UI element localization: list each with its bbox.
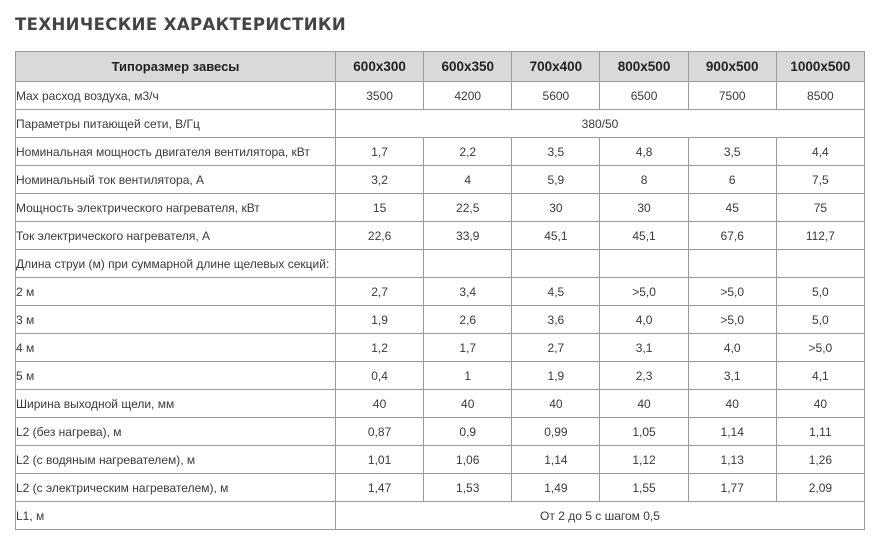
row-label: L2 (с электрическим нагревателем), м (16, 474, 336, 502)
table-row (16, 362, 865, 390)
header-size: 700x400 (512, 52, 600, 82)
value-cell: >5,0 (688, 306, 776, 334)
value-cell: 45 (688, 194, 776, 222)
value-cell: 45,1 (512, 222, 600, 250)
value-cell: 1,7 (424, 334, 512, 362)
value-cell: 2,3 (600, 362, 688, 390)
value-cell (424, 250, 512, 278)
value-cell: 40 (336, 390, 424, 418)
value-cell: 1,47 (336, 474, 424, 502)
value-cell: 1,9 (336, 306, 424, 334)
value-cell: 5,0 (776, 278, 864, 306)
merged-value-cell: От 2 до 5 с шагом 0,5 (336, 502, 865, 530)
value-cell: 67,6 (688, 222, 776, 250)
row-label: 5 м (16, 362, 336, 390)
header-size: 800x500 (600, 52, 688, 82)
row-label: 4 м (16, 334, 336, 362)
value-cell: 3500 (336, 82, 424, 110)
table-row (16, 194, 865, 222)
value-cell: 0,4 (336, 362, 424, 390)
value-cell: 33,9 (424, 222, 512, 250)
value-cell: 40 (776, 390, 864, 418)
value-cell: >5,0 (600, 278, 688, 306)
value-cell: 1,55 (600, 474, 688, 502)
value-cell: 4200 (424, 82, 512, 110)
table-row (16, 446, 865, 474)
value-cell: 5,9 (512, 166, 600, 194)
value-cell: 75 (776, 194, 864, 222)
table-row (16, 110, 865, 138)
table-row (16, 474, 865, 502)
row-label: L2 (без нагрева), м (16, 418, 336, 446)
value-cell: 3,5 (688, 138, 776, 166)
row-label: L1, м (16, 502, 336, 530)
table-row (16, 418, 865, 446)
value-cell: 2,7 (512, 334, 600, 362)
table-row (16, 306, 865, 334)
value-cell: 1,14 (512, 446, 600, 474)
value-cell (776, 250, 864, 278)
value-cell: 6 (688, 166, 776, 194)
value-cell: 1,77 (688, 474, 776, 502)
value-cell: 2,7 (336, 278, 424, 306)
value-cell: 7500 (688, 82, 776, 110)
value-cell: 1,14 (688, 418, 776, 446)
value-cell: 2,6 (424, 306, 512, 334)
value-cell: 4,5 (512, 278, 600, 306)
value-cell: 8 (600, 166, 688, 194)
value-cell: 2,09 (776, 474, 864, 502)
row-label: 3 м (16, 306, 336, 334)
value-cell: 3,6 (512, 306, 600, 334)
row-label: L2 (с водяным нагревателем), м (16, 446, 336, 474)
table-row (16, 502, 865, 530)
header-size: 600x300 (336, 52, 424, 82)
value-cell: 30 (600, 194, 688, 222)
value-cell: 2,2 (424, 138, 512, 166)
value-cell: 40 (688, 390, 776, 418)
row-label: Мощность электрического нагревателя, кВт (16, 194, 336, 222)
value-cell: 4,0 (600, 306, 688, 334)
value-cell: 112,7 (776, 222, 864, 250)
value-cell: 1,7 (336, 138, 424, 166)
table-row (16, 166, 865, 194)
value-cell (512, 250, 600, 278)
row-label: Параметры питающей сети, В/Гц (16, 110, 336, 138)
table-body (16, 82, 865, 530)
header-size: 1000x500 (776, 52, 864, 82)
value-cell: 0,87 (336, 418, 424, 446)
value-cell: 0,9 (424, 418, 512, 446)
page-title: ТЕХНИЧЕСКИЕ ХАРАКТЕРИСТИКИ (15, 15, 347, 34)
value-cell: >5,0 (688, 278, 776, 306)
value-cell (336, 250, 424, 278)
value-cell: 4,4 (776, 138, 864, 166)
value-cell: 22,5 (424, 194, 512, 222)
value-cell: 3,4 (424, 278, 512, 306)
specs-table (15, 51, 865, 530)
table-row (16, 334, 865, 362)
value-cell: 1,06 (424, 446, 512, 474)
value-cell: 8500 (776, 82, 864, 110)
row-label: Ток электрического нагревателя, А (16, 222, 336, 250)
value-cell: 40 (424, 390, 512, 418)
value-cell: 3,2 (336, 166, 424, 194)
value-cell: 5,0 (776, 306, 864, 334)
value-cell: >5,0 (776, 334, 864, 362)
row-label: Длина струи (м) при суммарной длине щелевых секций: (16, 250, 336, 278)
value-cell: 30 (512, 194, 600, 222)
header-size: 600x350 (424, 52, 512, 82)
row-label: Номинальная мощность двигателя вентилятора, кВт (16, 138, 336, 166)
value-cell: 1,01 (336, 446, 424, 474)
value-cell: 5600 (512, 82, 600, 110)
value-cell: 4,8 (600, 138, 688, 166)
row-label: Номинальный ток вентилятора, А (16, 166, 336, 194)
table-row (16, 82, 865, 110)
value-cell: 4,1 (776, 362, 864, 390)
value-cell: 3,1 (688, 362, 776, 390)
merged-value-cell: 380/50 (336, 110, 865, 138)
value-cell: 1,11 (776, 418, 864, 446)
value-cell: 1,2 (336, 334, 424, 362)
value-cell: 4,0 (688, 334, 776, 362)
value-cell: 0,99 (512, 418, 600, 446)
value-cell: 7,5 (776, 166, 864, 194)
table-row (16, 250, 865, 278)
value-cell (600, 250, 688, 278)
value-cell: 45,1 (600, 222, 688, 250)
row-label: 2 м (16, 278, 336, 306)
table-row (16, 278, 865, 306)
table-header-row (16, 52, 865, 82)
value-cell (688, 250, 776, 278)
value-cell: 40 (600, 390, 688, 418)
value-cell: 3,5 (512, 138, 600, 166)
header-size: 900x500 (688, 52, 776, 82)
value-cell: 4 (424, 166, 512, 194)
table-row (16, 138, 865, 166)
value-cell: 1,49 (512, 474, 600, 502)
table-row (16, 222, 865, 250)
table-row (16, 390, 865, 418)
row-label: Ширина выходной щели, мм (16, 390, 336, 418)
value-cell: 1,12 (600, 446, 688, 474)
value-cell: 6500 (600, 82, 688, 110)
value-cell: 3,1 (600, 334, 688, 362)
value-cell: 1,05 (600, 418, 688, 446)
value-cell: 40 (512, 390, 600, 418)
value-cell: 1,9 (512, 362, 600, 390)
value-cell: 1,13 (688, 446, 776, 474)
value-cell: 1,26 (776, 446, 864, 474)
value-cell: 1,53 (424, 474, 512, 502)
value-cell: 1 (424, 362, 512, 390)
value-cell: 15 (336, 194, 424, 222)
value-cell: 22,6 (336, 222, 424, 250)
header-label: Типоразмер завесы (16, 52, 336, 82)
row-label: Max расход воздуха, м3/ч (16, 82, 336, 110)
